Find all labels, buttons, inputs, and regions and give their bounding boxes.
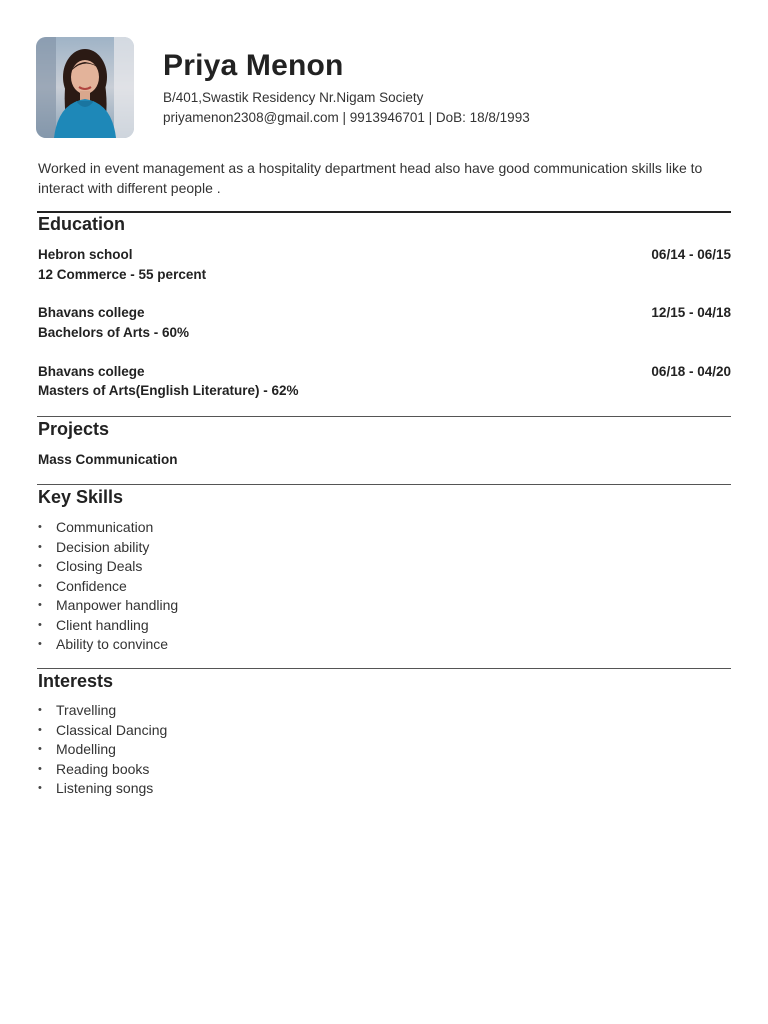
interest-item <box>38 760 167 780</box>
avatar <box>36 37 134 138</box>
section-divider <box>37 211 731 213</box>
interest-label: Classical Dancing <box>56 721 168 738</box>
education-degree: 12 Commerce - 55 percent <box>38 267 207 282</box>
key-skills-heading: Key Skills <box>38 487 124 507</box>
bullet-icon: • <box>38 704 42 716</box>
bullet-icon: • <box>38 540 42 553</box>
bullet-icon: • <box>38 782 42 794</box>
skill-item <box>38 577 178 597</box>
skill-item <box>38 557 178 577</box>
skill-label: Communication <box>56 519 154 535</box>
skill-label: Manpower handling <box>56 597 179 613</box>
skill-label: Closing Deals <box>56 558 143 574</box>
address-text: B/401,Swastik Residency Nr.Nigam Society <box>163 90 424 105</box>
education-heading: Education <box>38 214 126 234</box>
contact-details: priyamenon2308@gmail.com | 9913946701 | DoB: 18/8/1993 <box>163 110 530 125</box>
skill-label: Confidence <box>56 577 127 594</box>
skill-item <box>38 538 178 558</box>
bullet-icon: • <box>38 560 42 572</box>
interest-item <box>38 779 167 799</box>
profile-photo <box>36 37 134 138</box>
bullet-icon: • <box>38 743 42 755</box>
bullet-icon: • <box>38 579 42 592</box>
skill-item <box>38 596 178 616</box>
bullet-icon: • <box>38 599 42 611</box>
bullet-icon: • <box>38 762 42 775</box>
education-dates: 12/15 - 04/18 <box>651 305 731 320</box>
interest-item <box>38 740 167 760</box>
education-degree: Masters of Arts(English Literature) - 62% <box>38 383 299 398</box>
interest-label: Modelling <box>56 741 116 757</box>
bullet-icon: • <box>38 521 42 533</box>
bullet-icon: • <box>38 723 42 736</box>
interest-label: Listening songs <box>56 780 154 796</box>
project-item: Mass Communication <box>38 452 178 467</box>
education-school: Hebron school <box>38 247 133 262</box>
bullet-icon: • <box>38 618 42 631</box>
interest-item <box>38 721 167 741</box>
education-school: Bhavans college <box>38 364 145 379</box>
profile-summary: Worked in event management as a hospitality department head also have good communication skills like to interact with different people . <box>38 160 703 196</box>
interest-label: Travelling <box>56 702 117 718</box>
interest-label: Reading books <box>56 760 150 777</box>
skill-item <box>38 635 178 655</box>
education-school: Bhavans college <box>38 305 145 320</box>
section-divider <box>37 484 731 485</box>
section-divider <box>37 668 731 669</box>
skill-label: Client handling <box>56 616 149 633</box>
skill-item <box>38 616 178 636</box>
education-dates: 06/14 - 06/15 <box>651 247 731 262</box>
education-degree: Bachelors of Arts - 60% <box>38 325 190 340</box>
candidate-name: Priya Menon <box>163 49 344 82</box>
section-divider <box>37 416 731 417</box>
skill-item <box>38 518 178 538</box>
skills-list <box>38 518 178 655</box>
projects-heading: Projects <box>38 419 110 439</box>
interests-heading: Interests <box>38 671 114 691</box>
bullet-icon: • <box>38 638 42 650</box>
interests-list <box>38 701 167 799</box>
skill-label: Decision ability <box>56 538 150 555</box>
interest-item <box>38 701 167 721</box>
education-dates: 06/18 - 04/20 <box>651 364 731 379</box>
skill-label: Ability to convince <box>56 636 169 652</box>
